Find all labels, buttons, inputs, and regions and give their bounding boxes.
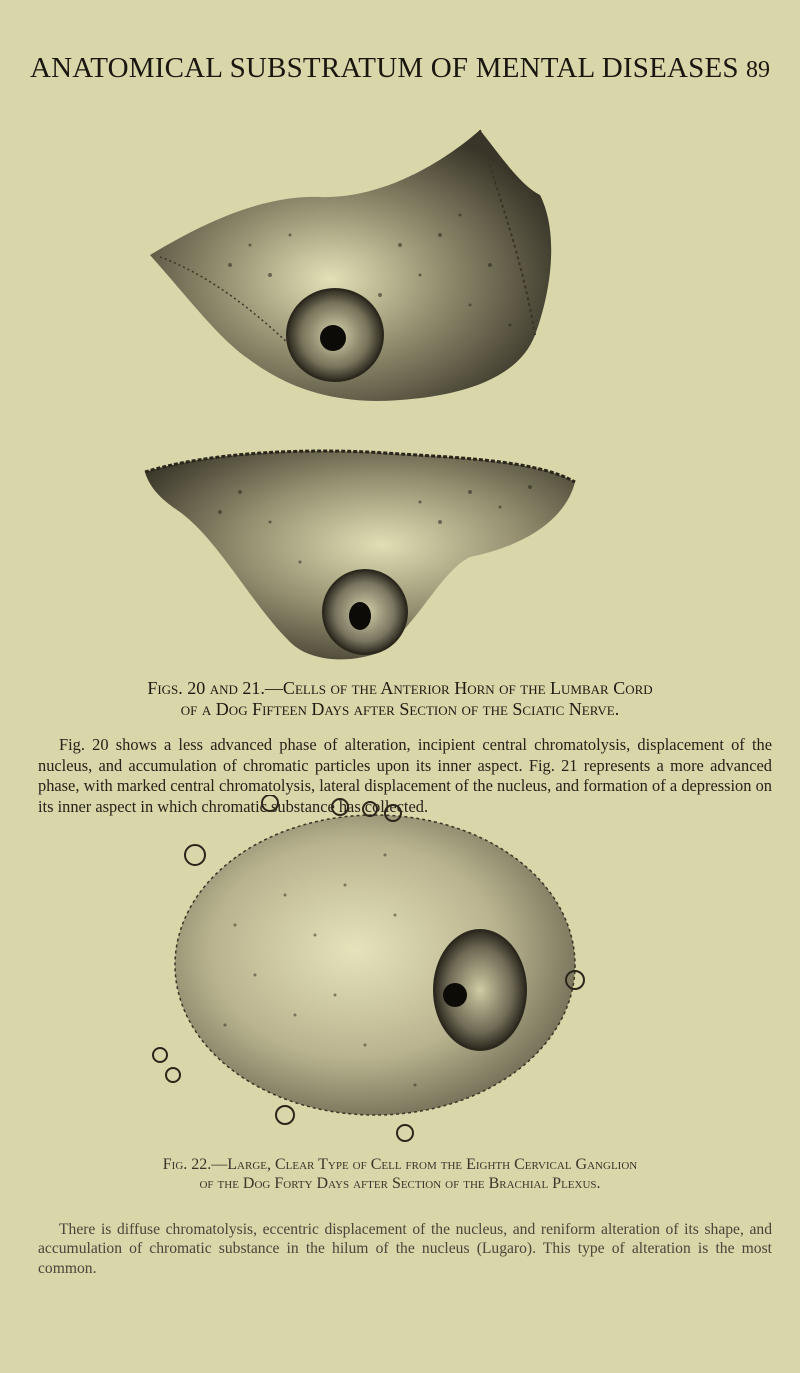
caption-line: of the Dog Forty Days after Section of the Brachial Plexus.	[199, 1175, 601, 1192]
caption-line: Fig. 22.—Large, Clear Type of Cell from the Eighth Cervical Ganglion	[162, 1156, 638, 1173]
figure-20-cell-illustration	[140, 125, 580, 425]
page-number: 89	[746, 57, 770, 83]
figure-22-caption	[40, 1155, 760, 1193]
figure-22-description: There is diffuse chromatolysis, eccentric displacement of the nucleus, and reniform alteration of its shape, and accumulation of chromatic substance in the hilum of the nucleus (Lugaro). This type of alteration is the most common.	[38, 1220, 772, 1277]
figure-21-cell-illustration	[140, 432, 580, 662]
caption-line: of a Dog Fifteen Days after Section of the Sciatic Nerve.	[180, 699, 620, 719]
figure-20-21-caption	[100, 678, 700, 720]
figure-22-cell-illustration	[135, 795, 610, 1145]
running-title: ANATOMICAL SUBSTRATUM OF MENTAL DISEASES	[30, 52, 739, 84]
caption-line: Figs. 20 and 21.—Cells of the Anterior Horn of the Lumbar Cord	[147, 678, 653, 698]
running-head	[30, 52, 770, 85]
figure-20-21-description: Fig. 20 shows a less advanced phase of alteration, incipient central chromatolysis, displacement of the nucleus, and accumulation of chromatic particles upon its inner aspect. Fig. 21 represents a more advanced phase, with marked central chromatolysis, lateral displacement of the nucleus, and formation of a depression on its inner aspect in which chromatic substance has collected.	[38, 735, 772, 816]
